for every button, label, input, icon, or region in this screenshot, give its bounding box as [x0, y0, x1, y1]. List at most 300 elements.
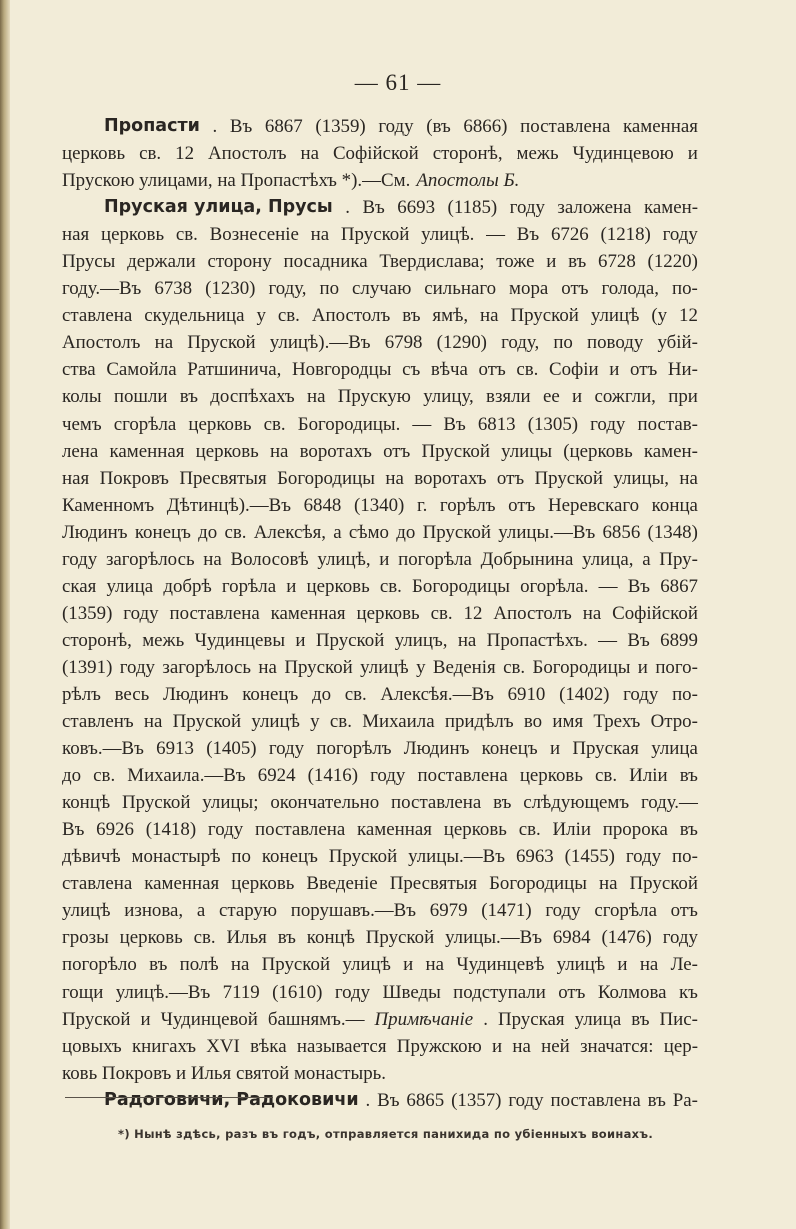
text-line: [62, 573, 698, 600]
text-line: [62, 951, 698, 978]
word: концѣ: [306, 927, 355, 949]
word: улицы;: [202, 792, 259, 814]
word: по: [319, 278, 340, 300]
word: межь: [516, 143, 559, 165]
word: Богородицы.: [297, 413, 401, 435]
word: Иліи: [629, 765, 668, 787]
word: каменная: [357, 819, 432, 841]
word: до: [311, 683, 332, 705]
word: Пруской: [365, 927, 435, 949]
word: Михаила: [362, 711, 435, 733]
word: Добрынина: [480, 548, 574, 570]
text-line: [62, 383, 698, 410]
word: (церковь: [563, 440, 633, 462]
word: сожгли,: [594, 386, 656, 408]
word: 6910: [507, 683, 546, 705]
word: подступали: [453, 981, 546, 1003]
word: (1610): [272, 981, 323, 1003]
word: XVI: [206, 1035, 240, 1057]
word: до: [62, 765, 82, 787]
word: погорѣлъ: [316, 738, 392, 760]
word: Самойла: [106, 359, 177, 381]
word: на: [639, 954, 659, 976]
word: церковь: [356, 602, 420, 624]
word: Въ: [62, 819, 85, 841]
word: придѣлъ: [444, 711, 514, 733]
word: (1305): [527, 413, 579, 435]
word: огорѣла.: [520, 575, 589, 597]
word: улицѣ: [360, 656, 409, 678]
word: Трехъ: [593, 711, 641, 733]
word: —: [412, 413, 432, 435]
word: у: [310, 711, 320, 733]
word: улицы.—Въ: [498, 521, 596, 543]
word: году: [545, 900, 581, 922]
word: весь: [114, 683, 150, 705]
word: и: [546, 251, 557, 273]
word: на: [269, 440, 289, 462]
word: Богородицы: [532, 656, 631, 678]
word: ее: [542, 386, 560, 408]
text-line: [62, 789, 698, 816]
word: во: [523, 711, 543, 733]
word: церковь: [62, 143, 126, 165]
word: на: [203, 548, 222, 570]
text-line: [62, 1033, 698, 1060]
word: отъ: [508, 494, 536, 516]
word: а: [196, 900, 206, 922]
word: горѣлъ: [439, 494, 496, 516]
word: Веденія: [432, 656, 496, 678]
word: 6979: [429, 900, 468, 922]
word: Въ: [377, 1089, 400, 1111]
word: (у: [651, 305, 668, 327]
word: въ: [647, 1089, 666, 1111]
word: сгорѣла: [594, 900, 657, 922]
word: до: [198, 521, 218, 543]
word: Покровъ: [99, 467, 169, 489]
word: на: [679, 467, 698, 489]
word: (1230): [205, 278, 256, 300]
word: св.: [175, 224, 198, 246]
word: монастырѣ: [131, 846, 221, 868]
word: Пис-: [659, 1008, 698, 1030]
word: улицы.—Въ: [408, 846, 506, 868]
footnote: *) Нынѣ здѣсь, разъ въ годъ, отправляется панихида по убіенныхъ воинахъ.: [118, 1127, 653, 1141]
entry-heading: Радоговичи, Радоковичи: [104, 1089, 359, 1110]
word: 6798: [384, 332, 423, 354]
word: Чудинцевѣ: [456, 954, 545, 976]
word: Прусы: [62, 251, 116, 273]
word: башнямъ.—: [267, 1008, 365, 1030]
word: (1348): [647, 521, 698, 543]
word: году: [662, 927, 698, 949]
word: вѣка: [250, 1035, 287, 1057]
word: на: [306, 386, 326, 408]
word: воротахъ: [299, 440, 372, 462]
word: по-: [672, 683, 698, 705]
word: Пруской: [422, 521, 492, 543]
word: ства: [62, 359, 96, 381]
word: и: [491, 1035, 503, 1057]
word: конца: [651, 494, 698, 516]
word: (1476): [601, 927, 652, 949]
word: до: [396, 521, 416, 543]
word: Введеніе: [306, 873, 378, 895]
word: Апостолъ: [208, 143, 287, 165]
word: церковь: [188, 413, 252, 435]
word: Пруской: [315, 629, 385, 651]
word: 6856: [602, 521, 641, 543]
word: имя: [552, 711, 584, 733]
word: Вознесеніе: [209, 224, 299, 246]
text-line: [62, 519, 698, 546]
word: загорѣлось: [162, 656, 252, 678]
word: лена: [62, 440, 99, 462]
word: 6865: [406, 1089, 445, 1111]
word: къ: [678, 981, 698, 1003]
word: Пруской: [328, 846, 398, 868]
word: Пруской: [421, 440, 490, 462]
word: ная: [62, 467, 90, 489]
word: Чудинцевы: [194, 629, 286, 651]
word: году: [268, 738, 305, 760]
word: улицѣ: [62, 900, 111, 922]
word: 6693: [397, 197, 436, 219]
word: (1290): [436, 332, 487, 354]
word: поставлена: [550, 1089, 641, 1111]
word: Людинъ: [62, 521, 128, 543]
word: каменная: [144, 873, 220, 895]
text-line: [62, 167, 698, 194]
page-edge: [0, 0, 10, 1229]
word: Пруской: [510, 305, 579, 327]
word: Твердислава;: [379, 251, 485, 273]
word: св.: [379, 575, 402, 597]
word: Ра-: [672, 1089, 698, 1111]
word: ная: [62, 224, 90, 246]
word: сторону: [207, 251, 272, 273]
word: св.: [329, 711, 352, 733]
text-line: [62, 248, 698, 275]
word: св.: [193, 927, 216, 949]
text-line: [62, 708, 698, 735]
word: и: [572, 386, 583, 408]
word: сильнаго: [424, 278, 497, 300]
word: а: [642, 548, 651, 570]
word: убій-: [657, 332, 698, 354]
word: улицы.—Въ: [445, 927, 542, 949]
word: 6728: [598, 251, 636, 273]
word: грозы: [62, 927, 109, 949]
word: Алексѣя.—Въ: [380, 683, 494, 705]
word: голода,: [601, 278, 660, 300]
text-segment: ковь Покровъ и Илья святой монастырь.: [62, 1062, 386, 1084]
word: Богородицы: [489, 873, 587, 895]
word: Апостолъ: [311, 305, 391, 327]
word: Ни-: [667, 359, 698, 381]
word: (въ: [426, 116, 451, 137]
word: конецъ: [481, 738, 538, 760]
word: улицѣ: [342, 954, 391, 976]
word: церковь: [443, 819, 507, 841]
word: 6867: [660, 575, 698, 597]
word: поставлена: [520, 116, 611, 137]
word: Людинъ: [162, 683, 229, 705]
word: Софіи: [549, 359, 599, 381]
word: съ: [402, 359, 421, 381]
word: ней: [541, 1035, 570, 1057]
text-line: [62, 762, 698, 789]
word: Людинъ: [403, 738, 470, 760]
word: конецъ: [134, 521, 191, 543]
word: поводу: [587, 332, 644, 354]
word: Пруской: [629, 873, 698, 895]
word: изнова,: [124, 900, 184, 922]
word: улицѣ: [590, 305, 640, 327]
word: году,: [268, 278, 307, 300]
word: 6913: [156, 738, 194, 760]
word: въ: [149, 954, 168, 976]
text-line: [62, 600, 698, 627]
word: и: [617, 954, 628, 976]
text-line: [62, 843, 698, 870]
text-body: [62, 113, 698, 1114]
word: сторонѣ,: [62, 629, 132, 651]
word: и: [637, 656, 648, 678]
word: на: [143, 711, 163, 733]
word: скудельница: [144, 305, 245, 327]
word: заложена: [557, 197, 632, 219]
word: Пруской: [534, 467, 603, 489]
word: улица: [106, 575, 154, 597]
word: 6867: [264, 116, 303, 137]
text-line: [62, 302, 698, 329]
word: каменная: [623, 116, 698, 137]
word: (1402): [559, 683, 610, 705]
word: и: [687, 143, 698, 165]
word: Въ: [627, 575, 651, 597]
word: году: [625, 846, 662, 868]
word: отъ: [496, 467, 525, 489]
word: .: [345, 197, 350, 219]
entry-heading: Пруская улица, Прусы: [104, 197, 333, 218]
word: церковь: [519, 765, 583, 787]
word: въ: [493, 792, 512, 814]
word: полѣ: [179, 954, 219, 976]
word: улицы: [501, 440, 553, 462]
word: (1455): [564, 846, 615, 868]
text-line: [62, 979, 698, 1006]
word: пошли: [113, 386, 168, 408]
word: на: [300, 143, 319, 165]
word: 12: [175, 143, 195, 165]
word: отъ: [561, 278, 589, 300]
word: Чудинцевою: [572, 143, 674, 165]
word: церковь: [195, 440, 259, 462]
word: (1220): [647, 251, 698, 273]
word: ставлена: [62, 305, 133, 327]
word: на: [599, 873, 618, 895]
word: ская: [62, 575, 97, 597]
word: улицѣ: [556, 954, 606, 976]
word: на: [480, 305, 499, 327]
word: и: [286, 575, 297, 597]
text-line: [62, 140, 698, 167]
word: .: [365, 1089, 371, 1111]
word: поставлена: [169, 602, 260, 624]
word: (1218): [600, 224, 651, 246]
word: церковь: [119, 927, 183, 949]
word: каменная: [270, 602, 346, 624]
word: св.: [139, 143, 162, 165]
word: Алексѣя,: [253, 521, 326, 543]
text-line: [62, 1006, 698, 1033]
word: и: [609, 359, 620, 381]
word: св.: [503, 656, 526, 678]
word: на: [310, 224, 330, 246]
word: каменная: [109, 440, 185, 462]
word: конецъ: [242, 683, 299, 705]
entry-heading: Пропасти: [104, 116, 200, 136]
word: Михаила.—Въ: [127, 765, 246, 787]
word: улицѣ).—Въ: [269, 332, 371, 354]
word: конецъ: [261, 846, 318, 868]
text-segment: Прускою улицами, на Пропастѣхъ *).—См.: [62, 170, 411, 192]
word: улицѣ.—Въ: [115, 981, 211, 1003]
word: на: [230, 954, 250, 976]
word: (1418): [145, 819, 197, 841]
text-line: [62, 1060, 698, 1087]
word: св.: [93, 765, 116, 787]
word: Новгородцы: [291, 359, 392, 381]
word: въ: [679, 819, 698, 841]
word: на: [457, 629, 477, 651]
word: дѣвичѣ: [62, 846, 121, 868]
text-line: [62, 275, 698, 302]
text-line: [62, 438, 698, 465]
word: на: [385, 467, 404, 489]
word: улицѣ.: [421, 224, 475, 246]
word: на: [154, 332, 174, 354]
word: 6899: [660, 629, 698, 651]
word: чемъ: [62, 413, 102, 435]
word: Въ: [362, 197, 385, 219]
word: Илья: [226, 927, 267, 949]
word: улицѣ,: [317, 548, 371, 570]
word: ямѣ,: [432, 305, 469, 327]
text-line: [62, 1087, 698, 1114]
text-line: [62, 113, 698, 140]
word: Пруской: [284, 656, 353, 678]
word: году,: [501, 332, 540, 354]
word: Пруской: [340, 224, 410, 246]
word: Въ: [443, 413, 466, 435]
word: Пруской: [172, 711, 242, 733]
word: вѣча: [430, 359, 468, 381]
word: Въ: [627, 629, 650, 651]
word: св.: [263, 413, 286, 435]
word: св.: [430, 602, 453, 624]
word: ставлена: [62, 873, 133, 895]
word: св.: [344, 683, 367, 705]
word: году: [123, 602, 159, 624]
word: Пресвятыя: [179, 467, 267, 489]
word: концѣ: [62, 792, 111, 814]
text-line: [62, 924, 698, 951]
word: въ: [277, 927, 296, 949]
word: книгахъ: [131, 1035, 196, 1057]
word: Пруская: [497, 1008, 565, 1030]
word: Пру-: [659, 548, 698, 570]
word: улица: [574, 1008, 622, 1030]
text-line: [62, 329, 698, 356]
word: Неревскаго: [548, 494, 640, 516]
word: ковъ.—Въ: [62, 738, 144, 760]
word: пророка: [602, 819, 668, 841]
word: сторонѣ,: [432, 143, 503, 165]
word: отъ: [670, 900, 698, 922]
word: 7119: [222, 981, 260, 1003]
text-line: [62, 735, 698, 762]
word: гощи: [62, 981, 104, 1003]
word: году: [378, 116, 414, 137]
word: (1359): [315, 116, 366, 137]
word: цер-: [663, 1035, 698, 1057]
word: по: [231, 846, 251, 868]
word: тоже: [496, 251, 535, 273]
word: 6984: [552, 927, 591, 949]
footnote-rule: [65, 1097, 273, 1098]
text-line: [62, 897, 698, 924]
word: (1359): [62, 602, 113, 624]
word: Пруская: [572, 738, 639, 760]
word: отъ: [478, 359, 506, 381]
word: поставлена: [417, 765, 508, 787]
word: году: [509, 197, 545, 219]
word: называется: [296, 1035, 387, 1057]
word: взяли: [486, 386, 531, 408]
word: св.: [224, 521, 247, 543]
word: пого-: [655, 656, 698, 678]
text-line: [62, 654, 698, 681]
word: улица: [651, 738, 698, 760]
word: по-: [672, 278, 698, 300]
word: Софійской: [612, 602, 698, 624]
word: Въ: [516, 224, 540, 246]
word: году.—: [640, 792, 698, 814]
word: Пропастѣхъ.: [486, 629, 588, 651]
word: (1340): [353, 494, 405, 516]
word: старую: [218, 900, 277, 922]
word: году: [590, 413, 626, 435]
text-line: [62, 627, 698, 654]
word: загорѣлось: [105, 548, 195, 570]
word: на: [582, 602, 602, 624]
word: (1405): [206, 738, 257, 760]
word: (1471): [481, 900, 532, 922]
word: Ле-: [670, 954, 698, 976]
word: Каменномъ: [62, 494, 155, 516]
word: улицы,: [613, 467, 670, 489]
word: значатся:: [580, 1035, 654, 1057]
word: по-: [672, 846, 698, 868]
word: —: [598, 629, 618, 651]
word: 6963: [515, 846, 554, 868]
word: .: [212, 116, 218, 137]
word: Ратшинича,: [187, 359, 282, 381]
word: (1391): [62, 656, 113, 678]
